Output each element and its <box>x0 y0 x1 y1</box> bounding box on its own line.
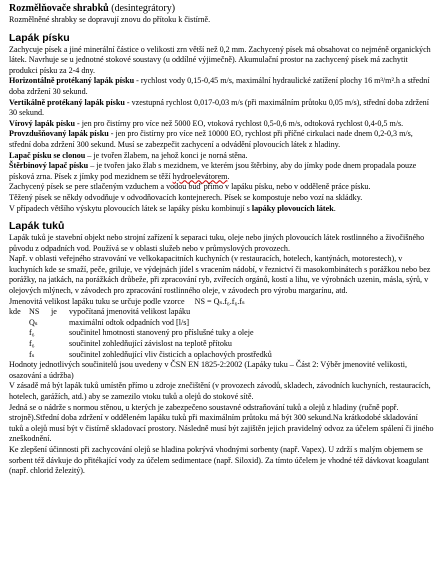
page-title <box>9 3 434 15</box>
variable-cell-c4: součinitel zohledňující vliv čisticích a oplachových prostředků <box>69 349 272 359</box>
variable-row <box>9 328 434 339</box>
fat-paragraph-1: Lapák tuků je stavební objekt nebo strojní zařízení k separaci tuku, oleje nebo jiných plovoucích látek rostlinného a živočišného původu z odpadních vod. Používá se v oblasti služeb nebo v průmyslových provozech. <box>9 233 425 253</box>
variable-cell-c3: je <box>51 307 57 317</box>
sand-term-vertical: Vertikálně protékaný lapák písku <box>9 97 125 107</box>
formula: NS = Qₛ.f₆.f₆.fₛ <box>194 296 245 306</box>
variable-cell-c1 <box>9 318 29 329</box>
variable-row <box>9 350 434 361</box>
subtitle: Rozmělněné shrabky se dopravují znovu do přítoku k čistírně. <box>9 15 211 24</box>
section-heading-sand: Lapák písku <box>9 31 70 44</box>
fat-paragraph-2: Např. v oblasti veřejného stravování ve velkokapacitních kuchyních (v restauracích, hotelech, kantýnách, motorestech), v kuchyních kde se smaží, peče, griluje, ve výdejnách jídel s vracením nádobí, v řeznictví či masokombinátech s porážkou nebo bez porážky, na jatkách, na porážkách drůbeže, při zpracování ryb, zvířecích orgánů, kostí a lihu, ve výrobnách uzenin, másla, sýrů, v olejových mlýnech, v závodech pro zpracování rostlinného oleje, v závodech pro výrobu margarínu, atd. <box>9 254 431 296</box>
sand-paragraph-7 <box>9 161 434 182</box>
variable-row <box>9 339 434 350</box>
sand-paragraph-3 <box>9 98 434 119</box>
spellcheck-word: hydroelevátorem <box>172 171 228 181</box>
variable-cell-c2: f₆ <box>29 328 35 338</box>
sand-term-baffle: Lapač písku se clonou <box>9 150 86 160</box>
variable-cell-c2: f₆ <box>29 339 35 349</box>
fat-paragraph-6: Ke zlepšení účinnosti při zachycování olejů se hladina pokrývá vhodnými sorbenty (např. Vapex). U zdrží s malým objemem se sorbent též dávkuje do přitékající vody za účelem sedimentace (např. Siloxid). Za tímto účelem je vhodné též dávkovat koagulant (např. chlorid železitý). <box>9 444 429 476</box>
variable-cell-c2: Qₛ <box>29 317 38 327</box>
sand-paragraph-2 <box>9 76 434 97</box>
sand-text-aerated: - jen pro čistírny pro více než 10000 EO, rychlost při příčné cirkulaci nade dnem 0,2-0,3 m/s, střední doba zdržení 300 sekund. Musí se zabezpečit zachycení a odvádění plovoucích látek z hladiny. <box>9 129 413 149</box>
sand-term-float: lapáky plovoucích látek <box>251 203 334 213</box>
variable-row <box>9 318 434 329</box>
formula-intro: Jmenovitá velikost lapáku tuku se určuje podle vzorce <box>9 296 185 306</box>
variable-cell-c3 <box>51 318 69 329</box>
sand-paragraph-10 <box>9 204 434 215</box>
variable-cell-c1: kde <box>9 307 21 317</box>
sand-paragraph-6 <box>9 151 434 162</box>
variable-cell-c3 <box>51 339 69 350</box>
title-main: Rozmělňovače shrabků <box>9 3 109 14</box>
variable-cell-c1 <box>9 328 29 339</box>
variable-cell-c1 <box>9 339 29 350</box>
sand-text-vertical: - vzestupná rychlost 0,017-0,03 m/s (při maximálním průtoku 0,05 m/s), střední doba zdržení 30 sekund. <box>9 97 429 118</box>
sand-term-horizontal: Horizontálně protékaný lapák písku <box>9 76 135 86</box>
sand-text-vortex: - jen pro čistírny pro více než 5000 EO, vtoková rychlost 0,5-0,6 m/s, odtoková rychlost 0,4-0,5 m/s. <box>74 118 404 128</box>
variable-cell-c1 <box>9 350 29 361</box>
sand-paragraph-5 <box>9 129 434 150</box>
variable-cell-c4: maximální odtok odpadních vod [l/s] <box>69 317 190 327</box>
variable-cell-c3 <box>51 328 69 339</box>
fat-paragraph-5: Jedná se o nádrže s normou stěnou, u kterých je zabezpečeno soustavné odstraňování tuků a olejů z hladiny (ručně popř. strojně).Střední doba zdržení v odděleném lapáku tuků při maximálním průtoku má být 300 sekund.Na krátkodobé skladování tuků a olejů musí být v čistírně skladovací prostory. Následně musí být zajištěn jejich pravidelný odvoz za účelem spálení či jiného zneškodnění. <box>9 402 434 444</box>
sand-text-combine-end: . <box>333 203 336 213</box>
sand-term-slot: Štěrbinový lapač písku <box>9 161 89 171</box>
title-suffix: (desintegrátory) <box>108 3 176 14</box>
variable-cell-c2: fₛ <box>29 349 35 359</box>
sand-term-aerated: Provzdušňovaný lapák písku <box>9 129 109 139</box>
sand-text-combine: V případech většího výskytu plovoucích látek se lapáky písku kombinují s <box>9 203 252 213</box>
sand-text-slot: – je tvořen jako žlab s mezidnem, ve kterém jsou štěrbiny, aby do jímky pode dnem propadala pouze písková zrna. Písek z jímky pod mezidnem se těží <box>9 161 417 181</box>
variable-cell-c4: součinitel zohledňující závislost na teplotě přítoku <box>69 339 232 349</box>
fat-paragraph-3: Hodnoty jednotlivých součinitelů jsou uvedeny v ČSN EN 1825-2:2002 (Lapáky tuku – Část 2: Výběr jmenovité velikosti, osazování a údržba) <box>9 360 407 380</box>
variable-cell-c4: součinitel hmotnosti stanovený pro příslušné tuky a oleje <box>69 328 254 338</box>
sand-paragraph-8: Zachycený písek se pere stlačeným vzduchem a vodou buď přímo v lapáku písku, nebo v odděleně práce písku. <box>9 182 371 192</box>
variable-cell-c3 <box>51 350 69 361</box>
variable-list <box>9 307 434 360</box>
formula-line <box>9 297 434 308</box>
sand-paragraph-1: Zachycuje písek a jiné minerální částice o velikosti zrn větší než 0,2 mm. Zachycený písek má obsahovat co nejméně organických látek. Navrhuje se u jednotné stokové soustavy (u oddílné výjimečně). Akumulační prostor na zachycený písek má zachytit produkci písku za 2-4 dny. <box>9 44 431 75</box>
sand-paragraph-9: Těžený písek se někdy odvodňuje v odvodňovacích kontejnerech. Písek se kompostuje nebo vozí na skládky. <box>9 192 363 202</box>
sand-text-slot-end: . <box>227 171 230 181</box>
sand-text-baffle: – je tvořen žlabem, na jehož konci je norná stěna. <box>85 150 248 160</box>
variable-row <box>9 307 434 318</box>
variable-cell-c2: NS <box>29 307 40 317</box>
section-heading-fat: Lapák tuků <box>9 220 65 233</box>
sand-text-horizontal: - rychlost vody 0,15-0,45 m/s, maximální hydraulické zatížení plochy 16 m³/m².h a střední doba zdržení 30 sekund. <box>9 76 430 96</box>
fat-paragraph-4: V zásadě má být lapák tuků umístěn přímo u zdroje znečištění (v provozech závodů, skladech, závodních kuchyních, restauracích, hotelech, garážích, atd.) aby se zamezilo vtoku tuků a olejů do stokové sítě. <box>9 381 431 401</box>
sand-term-vortex: Vírový lapák písku <box>9 118 75 128</box>
sand-paragraph-4 <box>9 119 434 130</box>
variable-cell-c4: vypočítaná jmenovitá velikost lapáku <box>69 307 191 317</box>
